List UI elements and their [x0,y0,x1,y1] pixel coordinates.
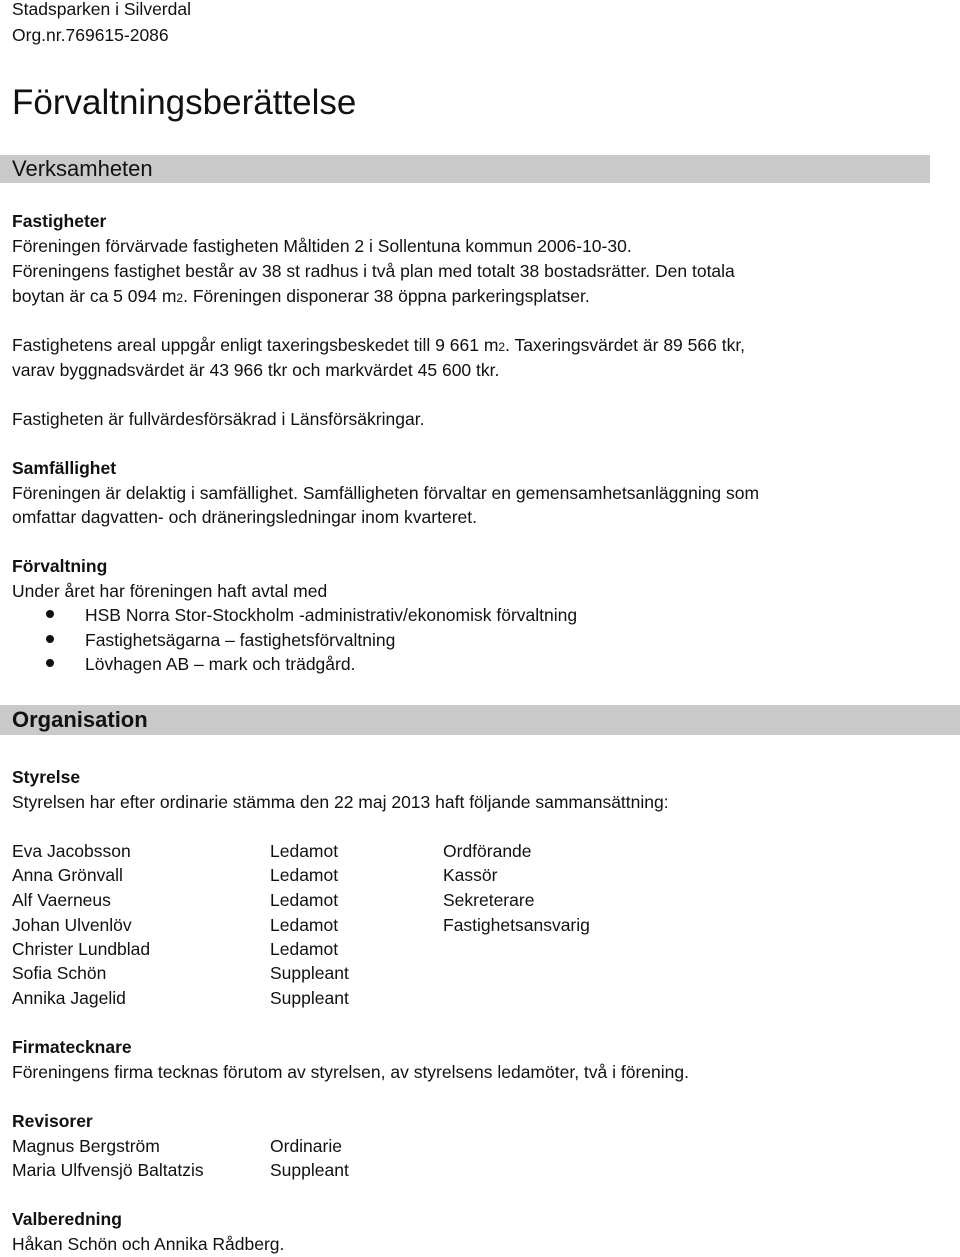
paragraph-line: Föreningens fastighet består av 38 st radhus i två plan med totalt 38 bostadsrätter. Den totala [12,261,735,281]
bullet-icon [46,610,54,618]
member-name: Alf Vaerneus [12,890,111,910]
insurance-line: Fastigheten är fullvärdesförsäkrad i Länsförsäkringar. [12,409,425,429]
auditor-role: Suppleant [270,1160,349,1180]
styrelse-intro: Styrelsen har efter ordinarie stämma den 22 maj 2013 haft följande sammansättning: [12,792,669,812]
valberedning-heading: Valberedning [12,1209,122,1229]
paragraph-line: varav byggnadsvärdet är 43 966 tkr och markvärdet 45 600 tkr. [12,360,500,380]
member-name: Sofia Schön [12,963,107,983]
member-role: Ledamot [270,939,339,959]
superscript: 2 [498,340,506,354]
member-name: Anna Grönvall [12,865,123,885]
bullet-icon [46,659,54,667]
org-number: Org.nr.769615-2086 [12,25,169,45]
member-name: Johan Ulvenlöv [12,915,132,935]
forvaltning-intro: Under året har föreningen haft avtal med [12,581,328,601]
text-run: boytan är ca 5 094 m [12,286,177,306]
valberedning-text: Håkan Schön och Annika Rådberg. [12,1234,285,1254]
member-name: Eva Jacobsson [12,841,131,861]
list-item: Fastighetsägarna – fastighetsförvaltning [85,630,396,650]
list-item: Lövhagen AB – mark och trädgård. [85,654,356,674]
section-heading: Organisation [12,707,148,732]
styrelse-heading: Styrelse [12,767,81,787]
bullet-icon [46,635,54,643]
member-function: Fastighetsansvarig [443,915,590,935]
member-role: Ledamot [270,890,339,910]
auditor-name: Maria Ulfvensjö Baltatzis [12,1160,204,1180]
member-function: Kassör [443,865,498,885]
member-name: Annika Jagelid [12,988,126,1008]
section-band-verksamheten [0,155,930,183]
paragraph-line: omfattar dagvatten- och dräneringsledningar inom kvarteret. [12,507,477,527]
paragraph-line: Föreningen förvärvade fastigheten Måltiden 2 i Sollentuna kommun 2006-10-30. [12,236,632,256]
member-role: Suppleant [270,988,349,1008]
org-name: Stadsparken i Silverdal [12,0,191,19]
member-role: Ledamot [270,915,339,935]
auditor-name: Magnus Bergström [12,1136,160,1156]
member-function: Ordförande [443,841,532,861]
firmatecknare-heading: Firmatecknare [12,1037,132,1057]
superscript: 2 [176,291,184,305]
areal-line [12,333,745,359]
paragraph-line [12,284,590,310]
section-band-organisation [0,705,960,735]
member-role: Ledamot [270,841,339,861]
page-title: Förvaltningsberättelse [12,83,357,122]
member-role: Suppleant [270,963,349,983]
member-name: Christer Lundblad [12,939,151,959]
samfallighet-heading: Samfällighet [12,458,117,478]
revisorer-heading: Revisorer [12,1111,93,1131]
fastigheter-heading: Fastigheter [12,211,107,231]
section-heading: Verksamheten [12,156,153,181]
text-run: Fastighetens areal uppgår enligt taxeringsbeskedet till 9 661 m [12,335,499,355]
firmatecknare-text: Föreningens firma tecknas förutom av styrelsen, av styrelsens ledamöter, två i förening. [12,1062,689,1082]
auditor-role: Ordinarie [270,1136,342,1156]
forvaltning-heading: Förvaltning [12,556,108,576]
text-run: . Föreningen disponerar 38 öppna parkeringsplatser. [183,286,590,306]
paragraph-line: Föreningen är delaktig i samfällighet. Samfälligheten förvaltar en gemensamhetsanläggning som [12,483,760,503]
text-run: . Taxeringsvärdet är 89 566 tkr, [505,335,746,355]
list-item: HSB Norra Stor-Stockholm -administrativ/ekonomisk förvaltning [85,605,578,625]
member-function: Sekreterare [443,890,535,910]
member-role: Ledamot [270,865,339,885]
